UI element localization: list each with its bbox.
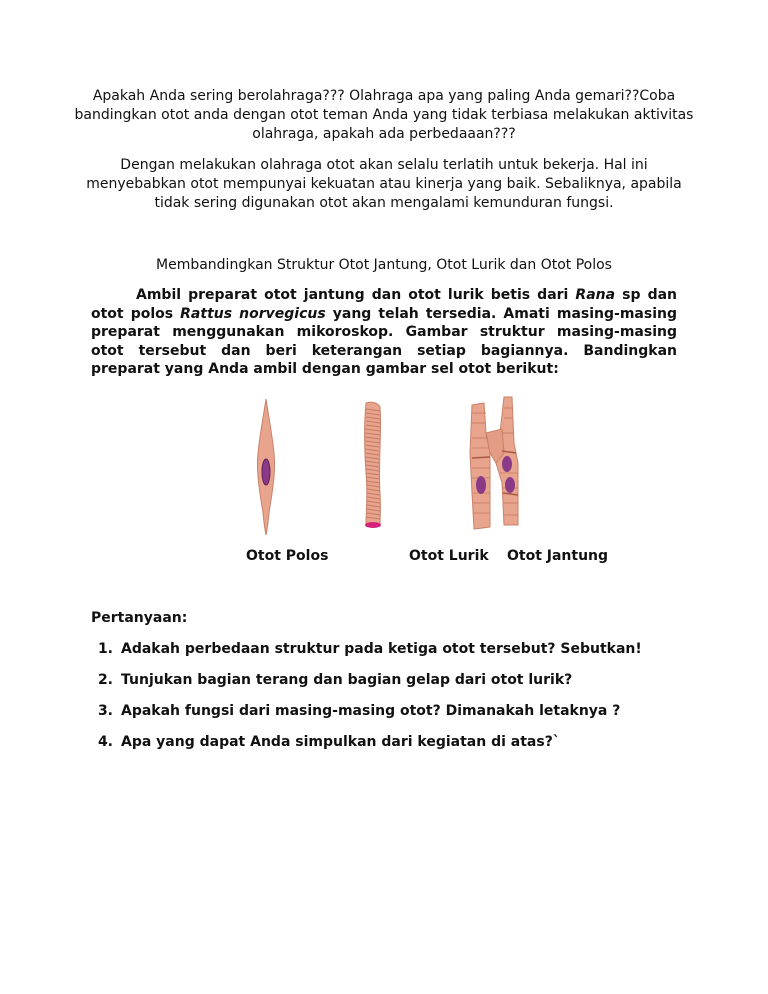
caption-otot-jantung: Otot Jantung bbox=[507, 548, 609, 564]
para-text-c: yang telah tersedia. Amati masing-masing preparat menggunakan mikoroskop. Gambar struktur masing-masing otot tersebut dan beri keterangan setiap bagiannya. Bandingkan preparat yang Anda ambil dengan gambar sel otot berikut: bbox=[91, 305, 677, 378]
question-item bbox=[91, 733, 691, 764]
intro-paragraph-1: Apakah Anda sering berolahraga??? Olahraga apa yang paling Anda gemari??Coba bandingkan otot anda dengan otot teman Anda yang tidak terbiasa melakukan aktivitas olahraga, apakah ada perbedaaan??? bbox=[74, 88, 694, 142]
question-text: Tunjukan bagian terang dan bagian gelap dari otot lurik? bbox=[121, 672, 573, 688]
muscle-cells-figure bbox=[220, 393, 540, 535]
para-rana: Rana bbox=[575, 287, 616, 303]
cardiac-nucleus-3 bbox=[505, 477, 515, 493]
question-item bbox=[91, 640, 691, 671]
question-number: 2. bbox=[97, 672, 113, 688]
section-heading: Membandingkan Struktur Otot Jantung, Otot Lurik dan Otot Polos bbox=[156, 257, 612, 273]
questions-title: Pertanyaan: bbox=[91, 610, 188, 626]
cardiac-muscle-cells bbox=[470, 397, 518, 529]
question-number: 4. bbox=[97, 734, 113, 750]
question-text: Apakah fungsi dari masing-masing otot? Dimanakah letaknya ? bbox=[121, 703, 621, 719]
caption-otot-polos: Otot Polos bbox=[246, 548, 329, 564]
cardiac-nucleus-2 bbox=[502, 456, 512, 472]
intro-paragraph-2: Dengan melakukan olahraga otot akan selalu terlatih untuk bekerja. Hal ini menyebabkan otot mempunyai kekuatan atau kinerja yang baik. Sebaliknya, apabila tidak sering digunakan otot akan mengalami kemunduran fungsi. bbox=[86, 157, 682, 211]
question-number: 3. bbox=[97, 703, 113, 719]
para-text-a: Ambil preparat otot jantung dan otot lurik betis dari bbox=[136, 287, 576, 303]
skeletal-cut-end bbox=[365, 522, 381, 528]
instruction-paragraph bbox=[91, 286, 677, 379]
questions-list bbox=[91, 640, 691, 764]
smooth-muscle-nucleus bbox=[262, 459, 270, 485]
question-item bbox=[91, 671, 691, 702]
para-rattus: Rattus norvegicus bbox=[180, 305, 326, 322]
question-number: 1. bbox=[97, 641, 113, 657]
skeletal-muscle-fiber bbox=[365, 402, 382, 528]
cardiac-nucleus-1 bbox=[476, 476, 486, 494]
question-item bbox=[91, 702, 691, 733]
para-text-b: sp dan otot polos bbox=[91, 287, 678, 322]
question-text: Adakah perbedaan struktur pada ketiga otot tersebut? Sebutkan! bbox=[121, 641, 642, 657]
smooth-muscle-cell bbox=[257, 399, 274, 535]
question-text: Apa yang dapat Anda simpulkan dari kegiatan di atas?` bbox=[121, 734, 560, 750]
caption-otot-lurik: Otot Lurik bbox=[409, 548, 489, 564]
